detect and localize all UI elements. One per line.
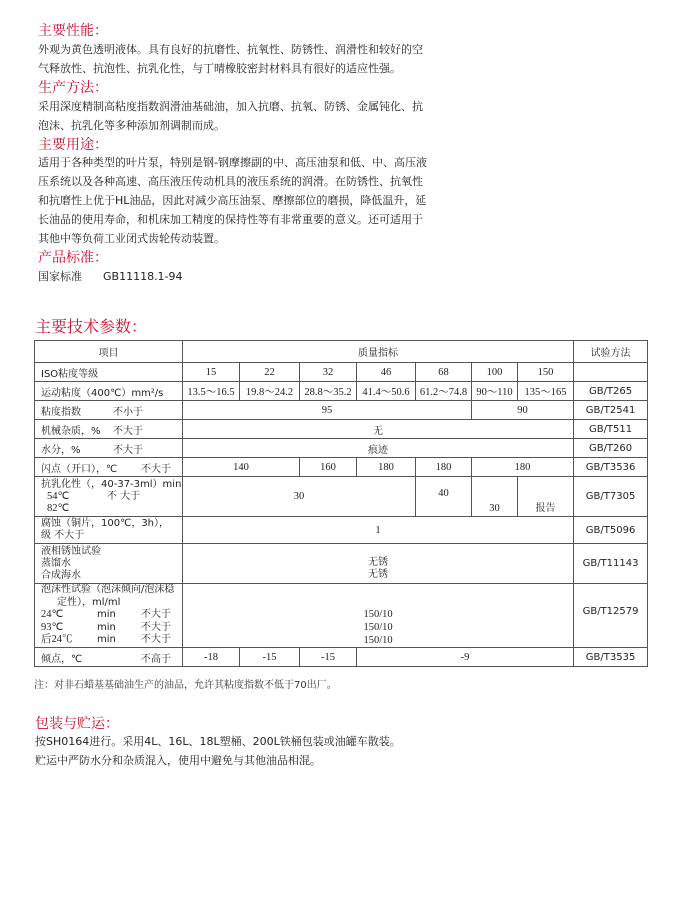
viscosity-row [35,382,648,401]
rust-label-cell [35,544,183,584]
rust-value-2: 无锈 [368,568,389,580]
standard-line [38,267,438,286]
demuls-value-2: 40 [416,477,472,517]
grade-method-empty [574,363,648,382]
flash-value: 180 [357,458,416,477]
foam-values [183,584,574,648]
demuls-value-1: 30 [183,477,416,517]
foam-row [35,584,648,648]
impurity-cond: 不大于 [113,425,143,437]
grade-value: 46 [357,363,416,382]
water-cond: 不大于 [113,444,143,456]
flash-method: GB/T3536 [574,458,648,477]
grade-value: 22 [240,363,300,382]
method-heading: 生产方法： [38,80,108,96]
pour-value: -15 [300,648,357,667]
performance-line-1: 外观为黄色透明液体。具有良好的抗磨性、抗氧性、防锈性、润滑性和较好的空 [38,43,423,56]
rust-method: GB/T11143 [574,544,648,584]
header-item: 项目 [35,341,183,363]
foam-temp: 24℃ [41,609,64,621]
corrosion-label-cell [35,517,183,544]
viscosity-value: 135～165 [518,382,574,401]
grade-value: 68 [416,363,472,382]
foam-unit: min [97,621,116,633]
grade-value: 100 [472,363,518,382]
corrosion-method: GB/T5096 [574,517,648,544]
usage-line-2: 压系统以及各种高速、高压液压传动机具的液压系统的润滑。在防锈性、抗氧性 [38,175,423,188]
impurity-row [35,420,648,439]
header-method: 试验方法 [574,341,648,363]
usage-heading: 主要用途： [38,137,108,153]
corrosion-label-1: 腐蚀（铜片，100℃，3h）， [41,518,170,529]
foam-method: GB/T12579 [574,584,648,648]
demuls-value-3: 30 [472,477,518,517]
grade-value: 150 [518,363,574,382]
rust-label-2: 蒸馏水 [41,557,71,569]
demuls-value-4: 报告 [518,477,574,517]
vi-row [35,401,648,420]
water-value: 痕迹 [183,439,574,458]
demuls-label-3: 82℃ [47,502,70,514]
demuls-label-2: 54℃ [47,490,70,502]
vi-method: GB/T2541 [574,401,648,420]
corrosion-row [35,517,648,544]
viscosity-value: 90～110 [472,382,518,401]
foam-temp: 后24℃ [41,634,73,646]
spec-table [34,340,648,667]
water-row [35,439,648,458]
vi-cond: 不小于 [113,406,143,418]
foam-value: 150/10 [363,635,393,646]
header-quality: 质量指标 [183,341,574,363]
method-line-1: 采用深度精制高粘度指数润滑油基础油，加入抗磨、抗氧、防锈、金属钝化、抗 [38,100,423,113]
usage-line-4: 长油品的使用寿命，和机床加工精度的保持性等有非常重要的意义。还可适用于 [38,213,423,226]
foam-label-cell [35,584,183,648]
standard-value: GB11118.1-94 [103,270,183,283]
standard-label: 国家标准 [38,270,82,283]
pour-value: -18 [183,648,240,667]
foam-value: 150/10 [363,609,393,620]
water-method: GB/T260 [574,439,648,458]
demuls-row [35,477,648,517]
vi-label-cell [35,401,183,420]
rust-label-3: 合成海水 [41,569,81,581]
spec-title: 主要技术参数： [35,317,148,336]
impurity-label: 机械杂质，% [41,425,101,437]
performance-line-2: 气释放性、抗泡性、抗乳化性，与丁晴橡胶密封材料具有很好的适应性强。 [38,62,401,75]
demuls-method: GB/T7305 [574,477,648,517]
pour-value: -15 [240,648,300,667]
viscosity-value: 41.4～50.6 [357,382,416,401]
flash-label: 闪点（开口），℃ [41,463,118,475]
table-header-row [35,341,648,363]
vi-value-1: 95 [183,401,472,420]
foam-label-2: 定性），ml/ml [57,596,121,608]
foam-value: 150/10 [363,622,393,633]
impurity-label-cell [35,420,183,439]
flash-value: 180 [472,458,574,477]
standard-heading: 产品标准： [38,250,108,266]
flash-value: 180 [416,458,472,477]
pour-method: GB/T3535 [574,648,648,667]
water-label-cell [35,439,183,458]
packaging-line-1: 按SH0164进行。采用4L、16L、18L塑桶、200L铁桶包装或油罐车散装。 [35,735,401,748]
flash-label-cell [35,458,183,477]
viscosity-value: 19.8～24.2 [240,382,300,401]
rust-row [35,544,648,584]
pour-value: -9 [357,648,574,667]
impurity-method: GB/T511 [574,420,648,439]
viscosity-value: 13.5～16.5 [183,382,240,401]
pour-row [35,648,648,667]
foam-cond: 不大于 [141,634,171,646]
foam-label-1: 泡沫性试验（泡沫倾向/泡沫稳 [41,584,175,596]
pour-cond: 不高于 [141,653,171,665]
foam-cond: 不大于 [141,621,171,633]
rust-label-1: 液相锈蚀试验 [41,545,101,557]
flash-value: 160 [300,458,357,477]
foam-unit: min [97,634,116,646]
demuls-label-1: 抗乳化性（，40-37-3ml）min [41,478,182,490]
viscosity-label: 运动粘度（400℃）mm²/s [35,382,183,401]
grade-row [35,363,648,382]
usage-line-5: 其他中等负荷工业闭式齿轮传动装置。 [38,232,225,245]
demuls-cond: 不 大于 [107,490,141,502]
vi-label: 粘度指数 [41,406,81,418]
viscosity-value: 61.2～74.8 [416,382,472,401]
viscosity-value: 28.8～35.2 [300,382,357,401]
packaging-line-2: 贮运中严防水分和杂质混入，使用中避免与其他油品相混。 [35,754,321,767]
flash-row [35,458,648,477]
foam-temp: 93℃ [41,621,64,633]
pour-label-cell [35,648,183,667]
packaging-heading: 包装与贮运： [35,716,119,732]
table-note: 注：对非石蜡基基础油生产的油品，允许其粘度指数不低于70出厂。 [34,680,337,691]
water-label: 水分，% [41,444,81,456]
usage-line-1: 适用于各种类型的叶片泵，特别是钢-钢摩擦副的中、高压油泵和低、中、高压液 [38,156,427,169]
foam-cond: 不大于 [141,609,171,621]
grade-value: 15 [183,363,240,382]
viscosity-method: GB/T265 [574,382,648,401]
rust-value-1: 无锈 [368,556,389,568]
rust-values [183,544,574,584]
method-line-2: 泡沫、抗乳化等多种添加剂调制而成。 [38,119,225,132]
impurity-value: 无 [183,420,574,439]
usage-line-3: 和抗磨性上优于HL油品，因此对减少高压油泵、摩擦部位的磨损，降低温升，延 [38,194,427,207]
grade-label: ISO粘度等级 [35,363,183,382]
corrosion-label-2: 级 不大于 [41,530,85,541]
demuls-label-cell [35,477,183,517]
pour-label: 倾点，℃ [41,653,83,665]
performance-heading: 主要性能： [38,23,108,39]
foam-unit: min [97,609,116,621]
flash-cond: 不大于 [141,463,171,475]
grade-value: 32 [300,363,357,382]
corrosion-value: 1 [183,517,574,544]
flash-value: 140 [183,458,300,477]
vi-value-2: 90 [472,401,574,420]
